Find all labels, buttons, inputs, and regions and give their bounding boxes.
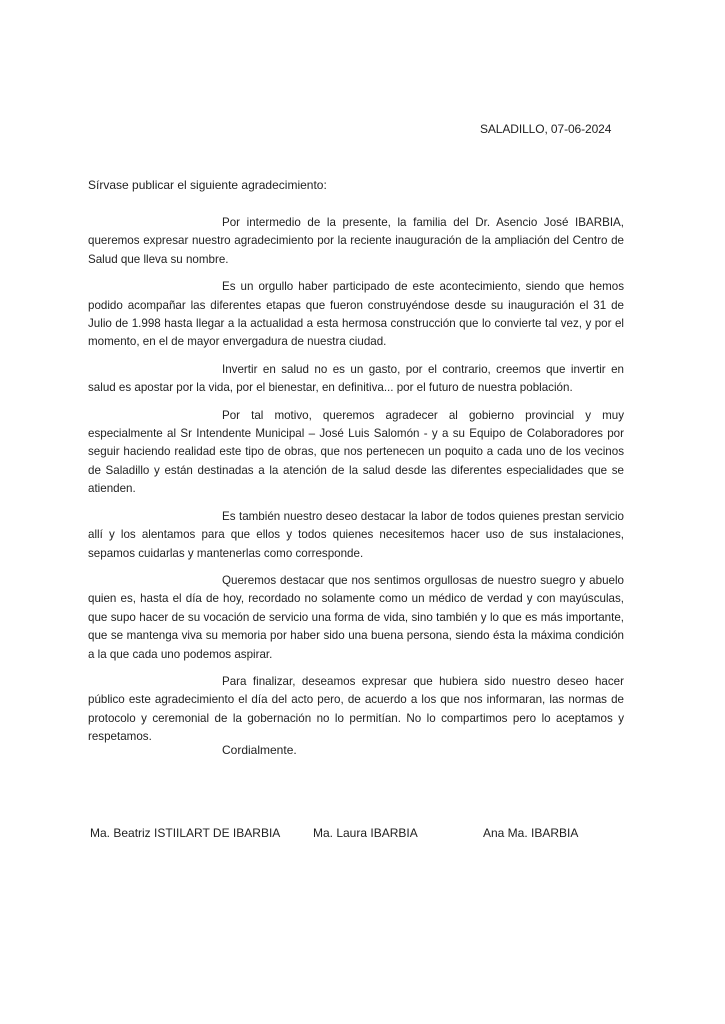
salutation: Sírvase publicar el siguiente agradecimiento: [88, 178, 327, 192]
date-line: SALADILLO, 07-06-2024 [480, 122, 612, 136]
paragraph-memory: Queremos destacar que nos sentimos orgullosas de nuestro suegro y abuelo quien es, hasta el día de hoy, recordado no solamente como un médico de verdad y con mayúsculas, que supo hacer de su vocación de servicio una forma de vida, sino también y lo que es más importante, que se mantenga viva su memoria por haber sido una buena persona, siendo ésta la máxima condición a la que cada uno podemos aspirar. [88, 573, 624, 661]
closing: Cordialmente. [222, 743, 297, 757]
paragraph-final: Para finalizar, deseamos expresar que hubiera sido nuestro deseo hacer público este agradecimiento el día del acto pero, de acuerdo a los que nos informaran, las normas de protocolo y ceremonial de la gobernación no lo permitían. No lo compartimos pero lo aceptamos y respetamos. [88, 674, 624, 744]
paragraph-pride: Es un orgullo haber participado de este acontecimiento, siendo que hemos podido acompañar las diferentes etapas que fueron construyéndose desde su inauguración el 31 de Julio de 1.998 hasta llegar a la actualidad a esta hermosa construcción que lo convierte tal vez, y por el momento, en el de mayor envergadura de nuestra ciudad. [88, 280, 624, 349]
paragraph-intro: Por intermedio de la presente, la familia del Dr. Asencio José IBARBIA, queremos expresar nuestro agradecimiento por la reciente inauguración de la ampliación del Centro de Salud que lleva su nombre. [88, 216, 624, 266]
signature-beatriz: Ma. Beatriz ISTIILART DE IBARBIA [90, 826, 281, 840]
letter-body [88, 214, 624, 756]
paragraph-thanks: Por tal motivo, queremos agradecer al gobierno provincial y muy especialmente al Sr Intendente Municipal – José Luis Salomón - y a su Equipo de Colaboradores por seguir haciendo realidad este tipo de obras, que nos pertenecen un poquito a cada uno de los vecinos de Saladillo y están destinadas a la atención de la salud desde las diferentes especialidades que se atienden. [88, 408, 624, 496]
signature-ana: Ana Ma. IBARBIA [483, 826, 579, 840]
paragraph-investment: Invertir en salud no es un gasto, por el contrario, creemos que invertir en salud es apostar por la vida, por el bienestar, en definitiva... por el futuro de nuestra población. [88, 362, 624, 395]
paragraph-staff: Es también nuestro deseo destacar la labor de todos quienes prestan servicio allí y los alentamos para que ellos y todos quienes necesitemos hacer uso de sus instalaciones, sepamos cuidarlas y mantenerlas como corresponde. [88, 509, 624, 560]
signature-laura: Ma. Laura IBARBIA [313, 826, 418, 840]
